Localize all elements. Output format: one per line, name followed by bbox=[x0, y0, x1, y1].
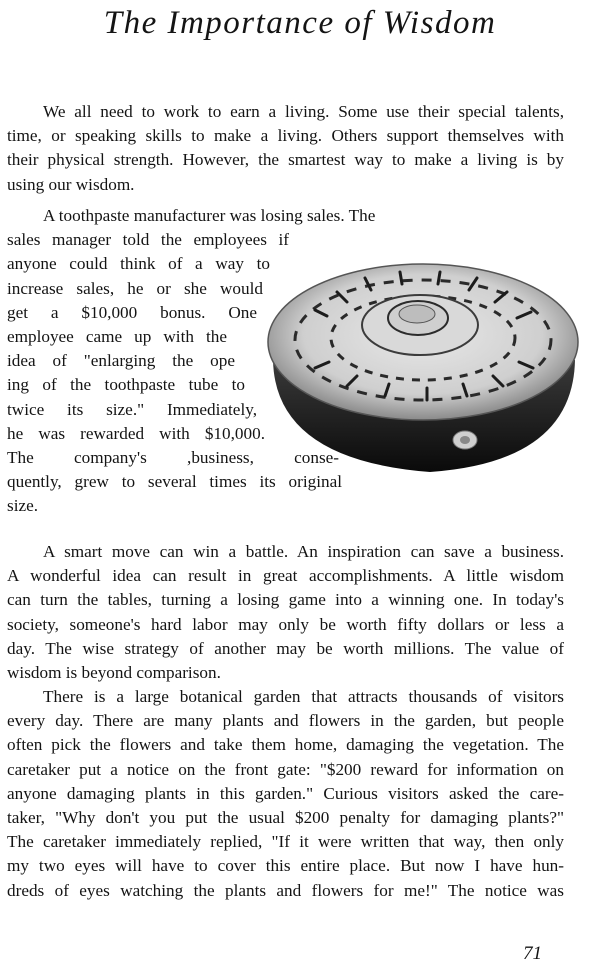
text-line: size. bbox=[7, 496, 39, 516]
page-number: 71 bbox=[523, 943, 542, 964]
text-line: The company's ,business, conse- bbox=[7, 448, 339, 468]
text-line: my two eyes will have to cover this entire place. But now I have hun- bbox=[7, 856, 564, 876]
text-line: wisdom is beyond comparison. bbox=[7, 663, 221, 683]
paragraph-1 bbox=[7, 100, 564, 197]
carved-box-illustration bbox=[255, 250, 585, 515]
text-line: We all need to work to earn a living. Some use their special talents, bbox=[43, 102, 564, 121]
text-line: he was rewarded with $10,000. bbox=[7, 423, 265, 443]
text-line: employee came up with the bbox=[7, 327, 227, 347]
text-line: day. The wise strategy of another may be worth millions. The value of bbox=[7, 638, 564, 658]
text-line: A smart move can win a battle. An inspiration can save a business. bbox=[43, 542, 564, 561]
text-line: anyone could think of a way to bbox=[7, 254, 270, 274]
text-line: There is a large botanical garden that attracts thousands of visitors bbox=[43, 687, 564, 706]
text-line: dreds of eyes watching the plants and flowers for me!" The notice was bbox=[7, 880, 564, 900]
text-line: their physical strength. However, the smartest way to make a living is by bbox=[7, 150, 564, 170]
page-title: The Importance of Wisdom bbox=[103, 5, 497, 41]
text-line: time, or speaking skills to make a living. Others support themselves with bbox=[7, 126, 564, 146]
text-line: using our wisdom. bbox=[7, 174, 135, 194]
text-line: every day. There are many plants and flowers in the garden, but people bbox=[7, 711, 564, 731]
text-line: A toothpaste manufacturer was losing sales. The bbox=[43, 206, 376, 225]
paragraph-4 bbox=[7, 685, 564, 903]
text-line: often pick the flowers and take them home, damaging the vegetation. The bbox=[7, 735, 564, 755]
text-line: taker, "Why don't you put the usual $200 penalty for damaging plants?" bbox=[7, 808, 564, 828]
text-line: idea of "enlarging the ope bbox=[7, 351, 235, 371]
text-line: quently, grew to several times its original bbox=[7, 472, 342, 492]
text-line: society, someone's hard labor may only be worth fifty dollars or less a bbox=[7, 614, 564, 634]
text-line: sales manager told the employees if bbox=[7, 230, 289, 250]
text-line: A wonderful idea can result in great accomplishments. A little wisdom bbox=[7, 566, 564, 586]
paragraph-3 bbox=[7, 540, 564, 685]
text-line: anyone damaging plants in this garden." Curious visitors asked the care- bbox=[7, 783, 564, 803]
text-line: The caretaker immediately replied, "If it were written that way, then only bbox=[7, 832, 564, 852]
text-line: ing of the toothpaste tube to bbox=[7, 375, 245, 395]
text-line: get a $10,000 bonus. One bbox=[7, 302, 257, 322]
text-line: twice its size." Immediately, bbox=[7, 399, 257, 419]
text-line: caretaker put a notice on the front gate: "$200 reward for information on bbox=[7, 759, 564, 779]
text-line: can turn the tables, turning a losing game into a winning one. In today's bbox=[7, 590, 564, 610]
text-line: increase sales, he or she would bbox=[7, 278, 263, 298]
